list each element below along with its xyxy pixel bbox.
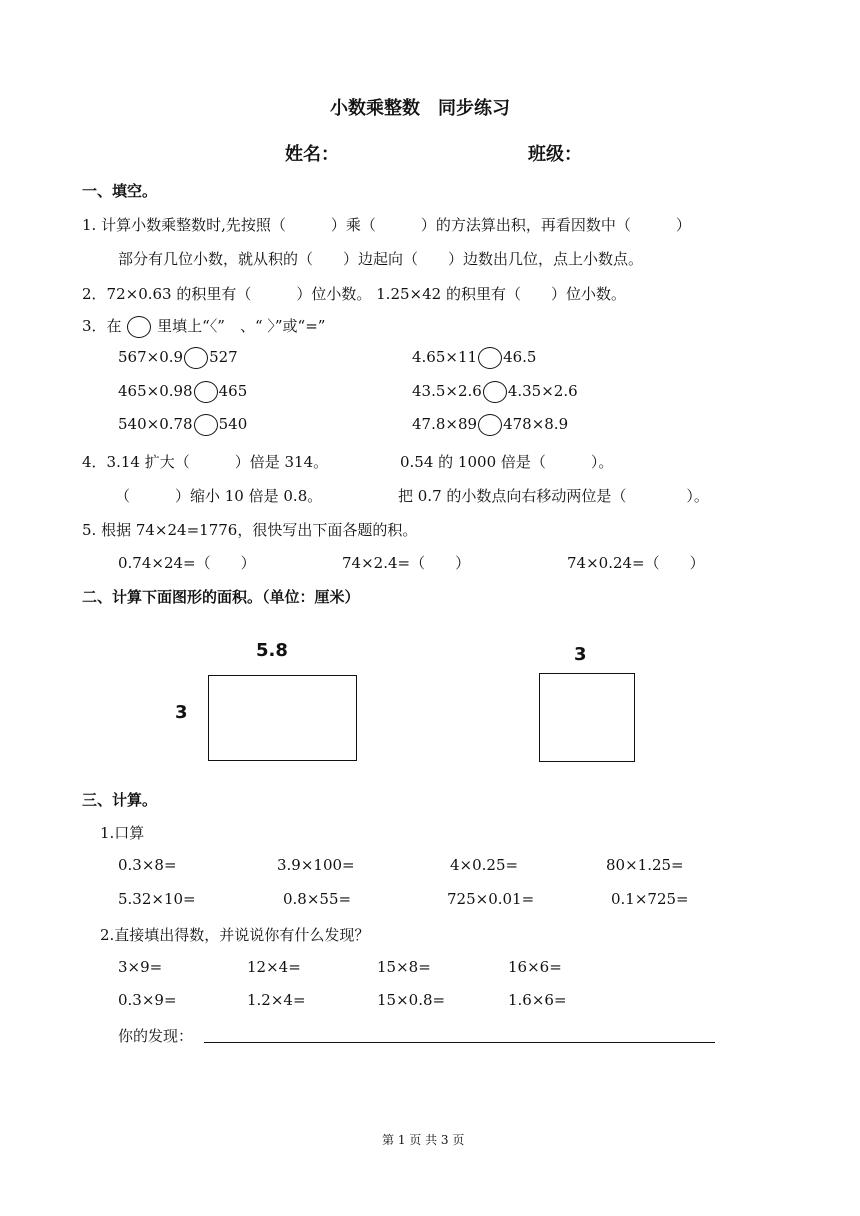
q1-line2: 部分有几位小数，就从积的（ ）边起向（ ）边数出几位，点上小数点。 [118, 250, 644, 268]
oral-item: 3.9×100= [277, 856, 355, 874]
direct-item: 16×6= [508, 958, 562, 976]
oral-item: 0.1×725= [611, 890, 689, 908]
q3-prefix: 3．在 [82, 317, 122, 335]
direct-item: 12×4= [247, 958, 301, 976]
compare-item: 47.8×89 478×8.9 [412, 414, 568, 436]
direct-item: 1.6×6= [508, 991, 567, 1009]
oral-item: 725×0.01= [447, 890, 535, 908]
q4d: 把 0.7 的小数点向右移动两位是（ ）。 [398, 487, 709, 505]
square-side-label: 3 [574, 644, 587, 665]
oral-item: 4×0.25= [450, 856, 519, 874]
square-shape [539, 673, 635, 762]
q2: 2．72×0.63 的积里有（ ）位小数。 1.25×42 的积里有（ ）位小数。 [82, 285, 626, 303]
direct-item: 0.3×9= [118, 991, 177, 1009]
compare-circle-icon [127, 316, 151, 338]
q5-item: 74×0.24=（ ） [567, 554, 705, 572]
answer-circle-icon[interactable] [194, 414, 218, 436]
page-footer: 第 1 页 共 3 页 [382, 1133, 465, 1147]
q5-item: 74×2.4=（ ） [342, 554, 471, 572]
section1-heading: 一、填空。 [82, 182, 158, 200]
rect-width-label: 5.8 [256, 640, 288, 661]
q3-instruction [82, 315, 325, 338]
compare-item: 465×0.98 465 [118, 381, 247, 403]
direct-item: 15×8= [377, 958, 431, 976]
q4a: 4．3.14 扩大（ ）倍是 314。 [82, 453, 329, 471]
rectangle-shape [208, 675, 357, 761]
answer-circle-icon[interactable] [478, 414, 502, 436]
name-label: 姓名： [285, 144, 339, 165]
direct-subheading: 2.直接填出得数，并说说你有什么发现？ [100, 926, 370, 944]
compare-item: 540×0.78 540 [118, 414, 247, 436]
compare-item: 43.5×2.6 4.35×2.6 [412, 381, 578, 403]
finding-label: 你的发现： [118, 1027, 194, 1045]
oral-subheading: 1.口算 [100, 824, 145, 842]
finding-answer-line[interactable] [204, 1042, 715, 1043]
answer-circle-icon[interactable] [478, 347, 502, 369]
q4c: （ ）缩小 10 倍是 0.8。 [115, 487, 323, 505]
compare-item: 4.65×11 46.5 [412, 347, 536, 369]
answer-circle-icon[interactable] [483, 381, 507, 403]
class-label: 班级： [528, 144, 582, 165]
q5-item: 0.74×24=（ ） [118, 554, 256, 572]
section2-heading: 二、计算下面图形的面积。（单位：厘米） [82, 588, 360, 606]
direct-item: 1.2×4= [247, 991, 306, 1009]
answer-circle-icon[interactable] [194, 381, 218, 403]
q4b: 0.54 的 1000 倍是（ ）。 [400, 453, 614, 471]
direct-item: 15×0.8= [377, 991, 446, 1009]
answer-circle-icon[interactable] [184, 347, 208, 369]
q1-line1: 1. 计算小数乘整数时,先按照（ ）乘（ ）的方法算出积，再看因数中（ ） [82, 216, 691, 234]
oral-item: 0.3×8= [118, 856, 177, 874]
page-title: 小数乘整数 同步练习 [330, 98, 510, 119]
direct-item: 3×9= [118, 958, 163, 976]
section3-heading: 三、计算。 [82, 791, 158, 809]
rect-height-label: 3 [175, 702, 188, 723]
oral-item: 5.32×10= [118, 890, 196, 908]
q3-suffix: 里填上“〈” 、“ 〉”或“=” [157, 317, 326, 335]
q5: 5. 根据 74×24=1776，很快写出下面各题的积。 [82, 521, 418, 539]
compare-item: 567×0.9 527 [118, 347, 238, 369]
oral-item: 0.8×55= [283, 890, 352, 908]
oral-item: 80×1.25= [606, 856, 684, 874]
